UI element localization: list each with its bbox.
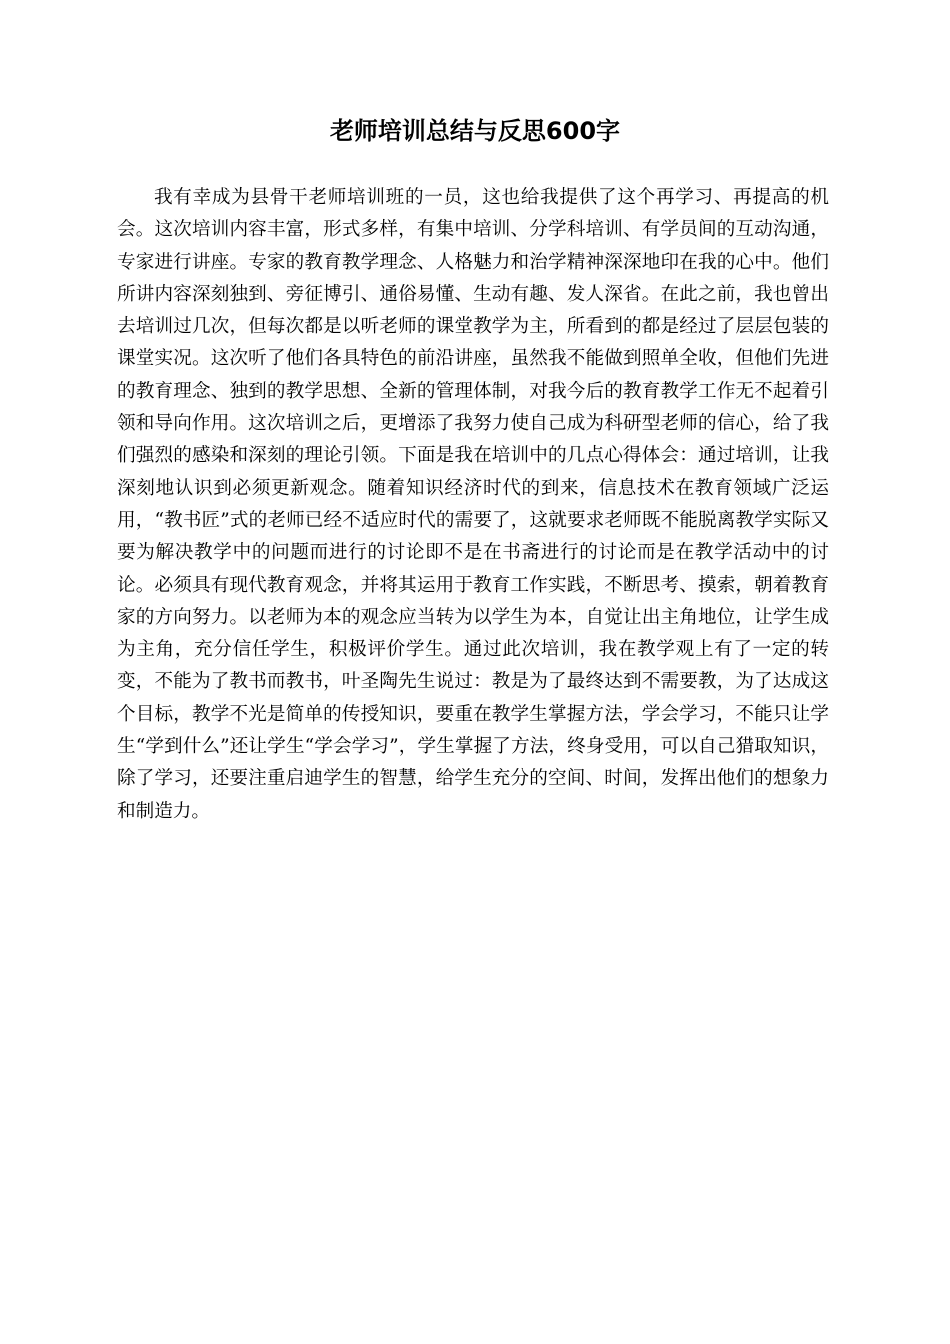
document-title: 老师培训总结与反思600字 bbox=[329, 117, 621, 145]
body-paragraph: 我有幸成为县骨干老师培训班的一员，这也给我提供了这个再学习、再提高的机会。这次培训内容丰富，形式多样，有集中培训、分学科培训、有学员间的互动沟通，专家进行讲座。专家的教育教学理念、人格魅力和治学精神深深地印在我的心中。他们所讲内容深刻独到、旁征博引、通俗易懂、生动有趣、发人深省。在此之前，我也曾出去培训过几次，但每次都是以听老师的课堂教学为主，所看到的都是经过了层层包装的课堂实况。这次听了他们各具特色的前沿讲座，虽然我不能做到照单全收，但他们先进的教育理念、独到的教学思想、全新的管理体制，对我今后的教育教学工作无不起着引领和导向作用。这次培训之后，更增添了我努力使自己成为科研型老师的信心，给了我们强烈的感染和深刻的理论引领。下面是我在培训中的几点心得体会：通过培训，让我深刻地认识到必须更新观念。随着知识经济时代的到来，信息技术在教育领域广泛运用，“教书匠”式的老师已经不适应时代的需要了，这就要求老师既不能脱离教学实际又要为解决教学中的问题而进行的讨论即不是在书斋进行的讨论而是在教学活动中的讨论。必须具有现代教育观念，并将其运用于教育工作实践，不断思考、摸索，朝着教育家的方向努力。以老师为本的观念应当转为以学生为本，自觉让出主角地位，让学生成为主角，充分信任学生，积极评价学生。通过此次培训，我在教学观上有了一定的转变，不能为了教书而教书，叶圣陶先生说过：教是为了最终达到不需要教，为了达成这个目标，教学不光是简单的传授知识，要重在教学生掌握方法，学会学习，不能只让学生“学到什么”还让学生“学会学习”，学生掌握了方法，终身受用，可以自己猎取知识，除了学习，还要注重启迪学生的智慧，给学生充分的空间、时间，发挥出他们的想象力和制造力。 bbox=[117, 187, 829, 822]
